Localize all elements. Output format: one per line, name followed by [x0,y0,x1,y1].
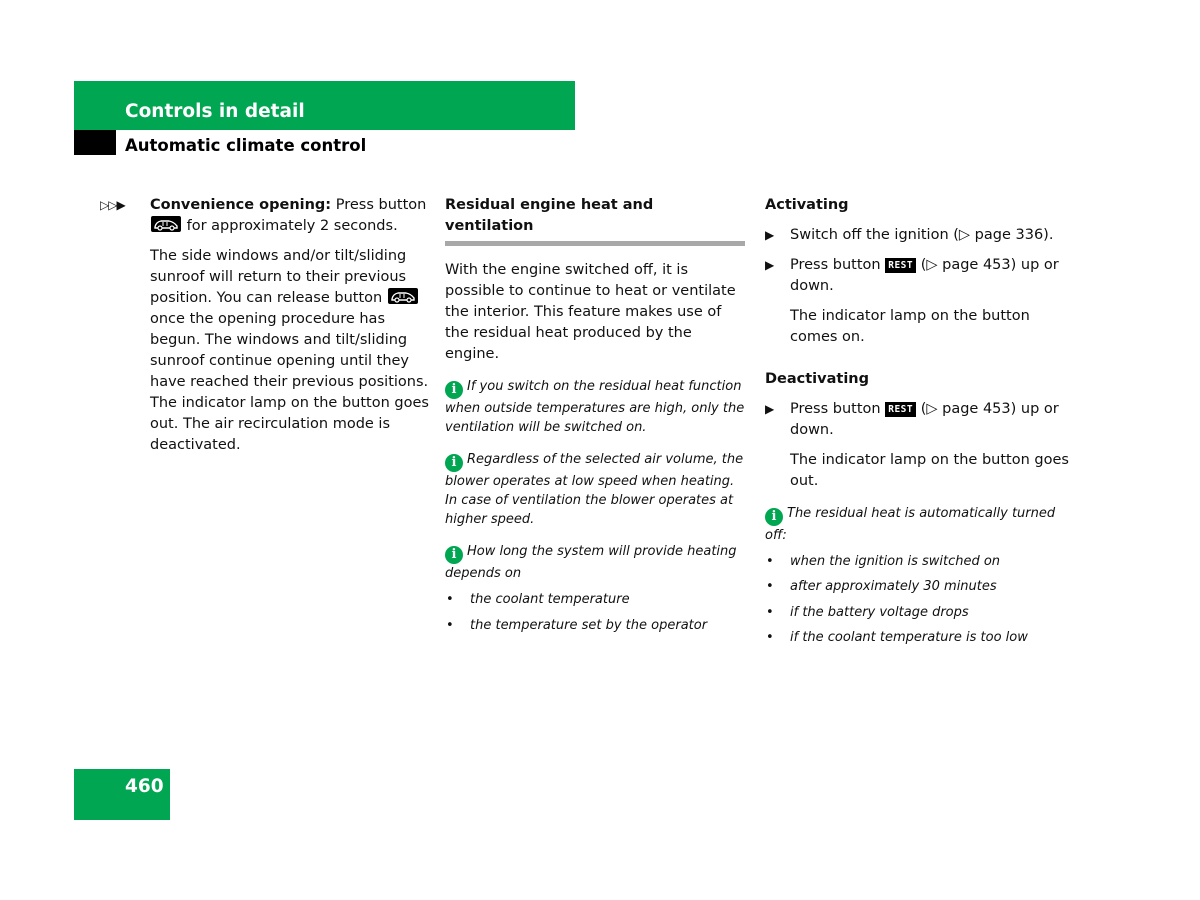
bullet-icon: • [446,592,454,607]
step-marker-icon: ▶ [765,402,775,416]
activating-step-1: ▶ Switch off the ignition (▷ page 336). [765,225,1075,246]
list-item: • the temperature set by the operator [446,617,708,633]
list-item: • if the coolant temperature is too low [766,630,1028,645]
activating-result: The indicator lamp on the button comes on. [790,308,1030,345]
step-label: Convenience opening: [150,197,332,213]
page-number: 460 [125,776,164,797]
info-note-2: i Regardless of the selected air volume, the blower operates at low speed when heating. In case of ventilation the blower operates at higher speed. [445,452,744,527]
auto-off-conditions-list [765,552,1075,648]
info-note-3: i How long the system will provide heating depends on [445,544,737,581]
section-header-bar [74,81,575,130]
convenience-opening-description: The side windows and/or tilt/sliding sunroof will return to their previous position. You can release button once the opening procedure has begun. The windows and tilt/sliding sunroof continue opening until they have reached their previous positions. The indicator lamp on the button goes out. The air recirculation mode is deactivated. [150,248,429,453]
info-icon: i [445,454,463,472]
activating-heading: Activating [765,197,849,213]
info-icon: i [445,381,463,399]
info-icon: i [445,546,463,564]
deactivating-result: The indicator lamp on the button goes out. [790,452,1069,489]
bullet-icon: • [766,579,774,594]
subsection-marker [74,130,116,155]
step-text: Convenience opening: Press button for approximately 2 seconds. [150,197,427,234]
residual-heat-heading: Residual engine heat and ventilation [445,195,745,246]
deactivating-heading: Deactivating [765,371,869,387]
info-icon: i [765,508,783,526]
bullet-icon: • [766,604,774,620]
car-windows-button-icon [151,216,181,232]
bullet-icon: • [766,553,774,569]
activating-step-2: ▶ Press button REST (▷ page 453) up or down. [765,257,1059,294]
column-convenience-opening [100,195,430,465]
list-item: • if the battery voltage drops [766,604,969,620]
continued-step-marker: ▷▷▶ [100,198,125,212]
subsection-title: Automatic climate control [125,136,367,155]
deactivating-step: ▶ Press button REST (▷ page 453) up or down. [765,401,1059,438]
section-title: Controls in detail [125,101,305,122]
rest-button-icon: REST [885,258,916,273]
heating-duration-list [445,590,745,635]
step-marker-icon: ▶ [765,258,775,272]
car-windows-button-icon [388,288,418,304]
list-item: • the coolant temperature [446,592,630,607]
step-marker-icon: ▶ [765,228,775,242]
list-item: • when the ignition is switched on [766,553,1001,569]
step-convenience-opening [100,195,430,237]
info-note-1: i If you switch on the residual heat function when outside temperatures are high, only the ventilation will be switched on. [445,379,745,435]
list-item: • after approximately 30 minutes [766,579,997,594]
residual-heat-intro: With the engine switched off, it is possible to continue to heat or ventilate the interior. This feature makes use of the residual heat produced by the engine. [445,262,736,362]
rest-button-icon: REST [885,402,916,417]
column-activation [765,195,1075,654]
info-note-auto-off: i The residual heat is automatically turned off: [765,506,1056,543]
bullet-icon: • [766,630,774,645]
page-number-box [74,769,170,820]
column-residual-heat [445,195,745,641]
bullet-icon: • [446,617,454,633]
